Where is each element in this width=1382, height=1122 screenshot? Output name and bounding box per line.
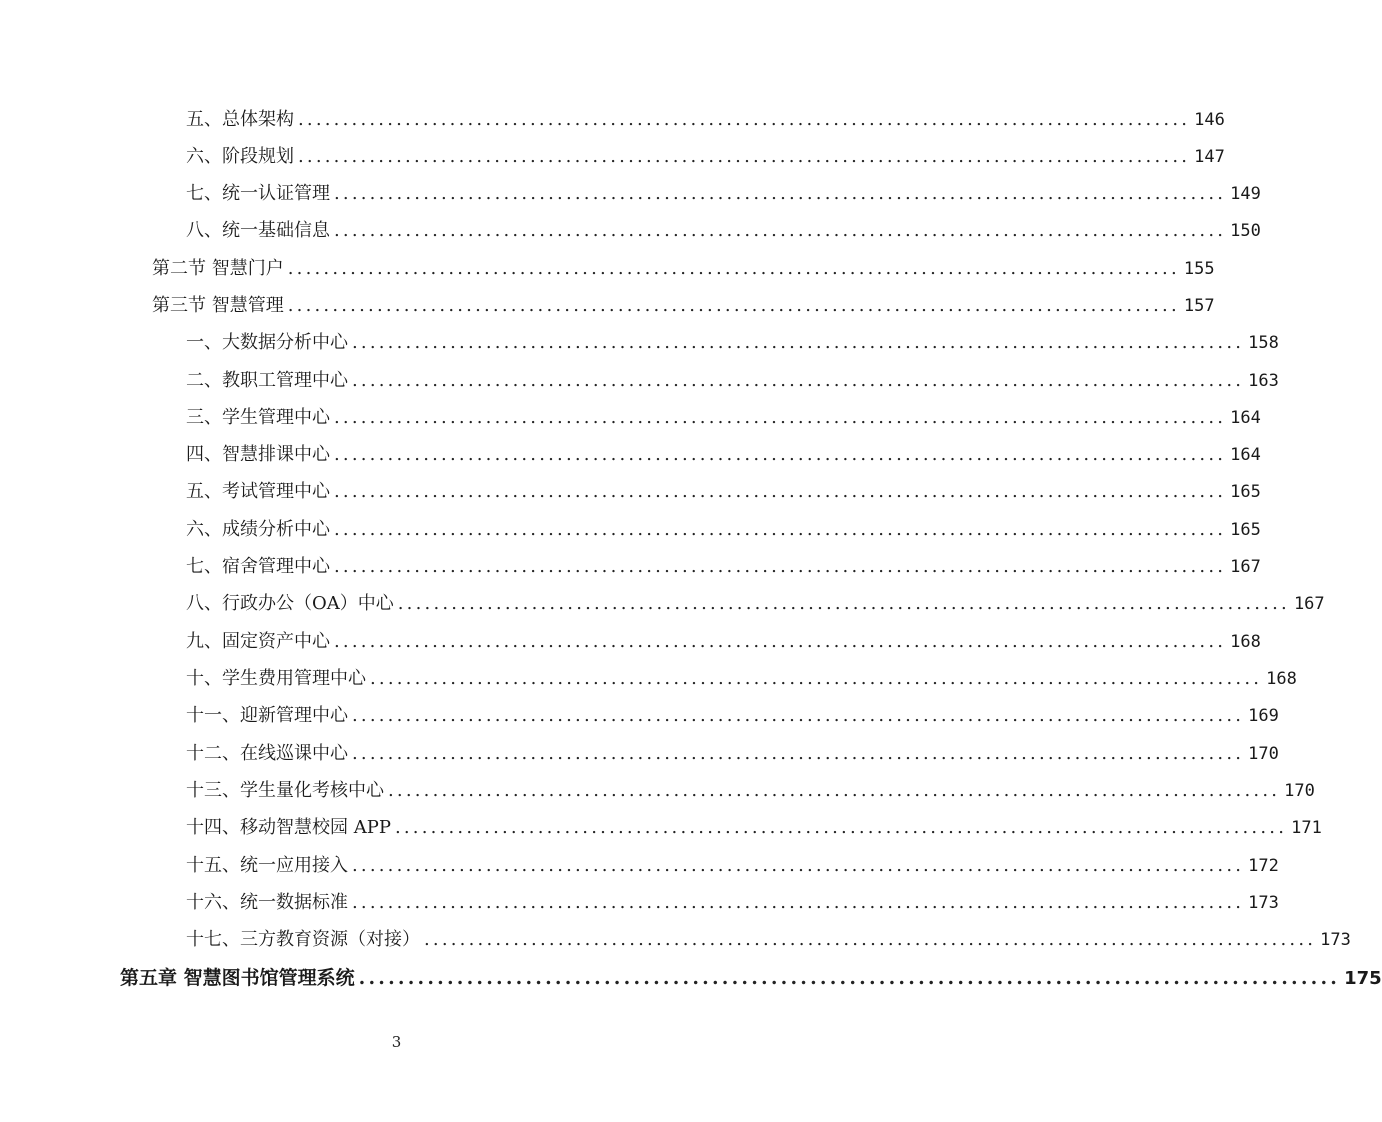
dot-leader: .................................................................................................... [352, 855, 1245, 876]
toc-entry[interactable] [152, 257, 1215, 281]
toc-entry-page: 170 [1284, 781, 1315, 801]
dot-leader: .................................................................................................... [352, 332, 1245, 353]
toc-entry[interactable] [186, 742, 1279, 766]
toc-entry-title: 十一、迎新管理中心 [186, 705, 348, 726]
toc-entry-page: 173 [1248, 893, 1279, 913]
dot-leader: .................................................................................................... [334, 444, 1227, 465]
toc-entry-page: 175 [1344, 968, 1382, 989]
toc-entry-page: 172 [1248, 856, 1279, 876]
toc-entry[interactable] [186, 182, 1261, 206]
toc-entry[interactable] [186, 667, 1297, 691]
toc-chapter-entry[interactable] [120, 966, 1382, 991]
dot-leader: .................................................................................................... [352, 892, 1245, 913]
toc-entry[interactable] [186, 555, 1261, 579]
toc-entry-page: 173 [1320, 930, 1351, 950]
dot-leader: .................................................................................................... [287, 295, 1180, 316]
toc-entry-title: 七、统一认证管理 [186, 183, 330, 204]
toc-entry-title: 七、宿舍管理中心 [186, 556, 330, 577]
toc-entry[interactable] [186, 891, 1279, 915]
toc-entry-page: 165 [1230, 520, 1261, 540]
toc-entry-title: 二、教职工管理中心 [186, 370, 348, 391]
toc-entry-page: 164 [1230, 408, 1261, 428]
toc-entry[interactable] [186, 854, 1279, 878]
toc-entry[interactable] [186, 108, 1225, 132]
toc-entry-title: 八、行政办公（OA）中心 [186, 593, 394, 614]
toc-entry-title: 十六、统一数据标准 [186, 892, 348, 913]
dot-leader: .................................................................................................... [287, 258, 1180, 279]
toc-entry[interactable] [186, 480, 1261, 504]
toc-entry[interactable] [186, 331, 1279, 355]
toc-entry[interactable] [186, 443, 1261, 467]
toc-entry-title: 五、总体架构 [186, 109, 294, 130]
toc-entry-title: 十二、在线巡课中心 [186, 743, 348, 764]
toc-entry[interactable] [186, 369, 1279, 393]
toc-entry[interactable] [186, 816, 1322, 840]
page-number: 3 [391, 1033, 402, 1051]
dot-leader: .................................................................................................... [334, 519, 1227, 540]
toc-entry-title: 八、统一基础信息 [186, 220, 330, 241]
toc-entry-page: 158 [1248, 333, 1279, 353]
dot-leader: .................................................................................................... [424, 929, 1317, 950]
toc-entry-title: 六、成绩分析中心 [186, 519, 330, 540]
toc-entry-title: 十四、移动智慧校园 APP [186, 817, 391, 838]
toc-entry[interactable] [186, 779, 1315, 803]
toc-entry[interactable] [186, 219, 1261, 243]
toc-entry[interactable] [186, 592, 1325, 616]
dot-leader: .................................................................................................... [298, 109, 1191, 130]
toc-entry-title: 六、阶段规划 [186, 146, 294, 167]
toc-entry-title: 第五章 智慧图书馆管理系统 [120, 967, 355, 989]
toc-entry[interactable] [186, 630, 1261, 654]
dot-leader: .................................................................................................... [334, 631, 1227, 652]
toc-entry-page: 170 [1248, 744, 1279, 764]
toc-entry-page: 164 [1230, 445, 1261, 465]
toc-entry-title: 三、学生管理中心 [186, 407, 330, 428]
toc-entry[interactable] [186, 928, 1351, 952]
toc-entry-page: 168 [1266, 669, 1297, 689]
toc-entry-title: 第二节 智慧门户 [152, 258, 284, 279]
toc-entry[interactable] [186, 518, 1261, 542]
toc-entry-title: 第三节 智慧管理 [152, 295, 284, 316]
toc-entry-title: 十五、统一应用接入 [186, 855, 348, 876]
toc-entry-page: 155 [1183, 259, 1215, 279]
dot-leader: .................................................................................................... [352, 705, 1245, 726]
dot-leader: .................................................................................................... [352, 370, 1245, 391]
toc-entry-page: 169 [1248, 706, 1279, 726]
toc-entry-title: 五、考试管理中心 [186, 481, 330, 502]
toc-entry-title: 九、固定资产中心 [186, 631, 330, 652]
toc-entry-page: 168 [1230, 632, 1261, 652]
toc-entry-page: 167 [1293, 594, 1325, 614]
dot-leader: .................................................................................................... [394, 817, 1288, 838]
toc-entry-page: 147 [1194, 147, 1225, 167]
toc-entry-page: 165 [1230, 482, 1261, 502]
dot-leader: .................................................................................................... [397, 593, 1290, 614]
toc-entry-page: 149 [1230, 184, 1261, 204]
dot-leader: .................................................................................................... [358, 967, 1341, 989]
dot-leader: .................................................................................................... [388, 780, 1281, 801]
dot-leader: .................................................................................................... [334, 407, 1227, 428]
toc-entry-title: 十、学生费用管理中心 [186, 668, 366, 689]
dot-leader: .................................................................................................... [334, 220, 1227, 241]
toc-entry-title: 十三、学生量化考核中心 [186, 780, 384, 801]
toc-entry-page: 167 [1230, 557, 1261, 577]
toc-entry-page: 163 [1248, 371, 1279, 391]
toc-entry-page: 157 [1183, 296, 1215, 316]
toc-entry[interactable] [186, 406, 1261, 430]
toc-entry-page: 146 [1194, 110, 1225, 130]
dot-leader: .................................................................................................... [370, 668, 1263, 689]
dot-leader: .................................................................................................... [334, 556, 1227, 577]
toc-entry[interactable] [186, 704, 1279, 728]
toc-entry-title: 十七、三方教育资源（对接） [186, 929, 420, 950]
toc-entry[interactable] [186, 145, 1225, 169]
toc-entry-title: 四、智慧排课中心 [186, 444, 330, 465]
toc-entry-page: 150 [1230, 221, 1261, 241]
dot-leader: .................................................................................................... [334, 481, 1227, 502]
toc-entry-page: 171 [1291, 818, 1322, 838]
toc-entry-title: 一、大数据分析中心 [186, 332, 348, 353]
dot-leader: .................................................................................................... [334, 183, 1227, 204]
dot-leader: .................................................................................................... [298, 146, 1191, 167]
dot-leader: .................................................................................................... [352, 743, 1245, 764]
toc-entry[interactable] [152, 294, 1215, 318]
